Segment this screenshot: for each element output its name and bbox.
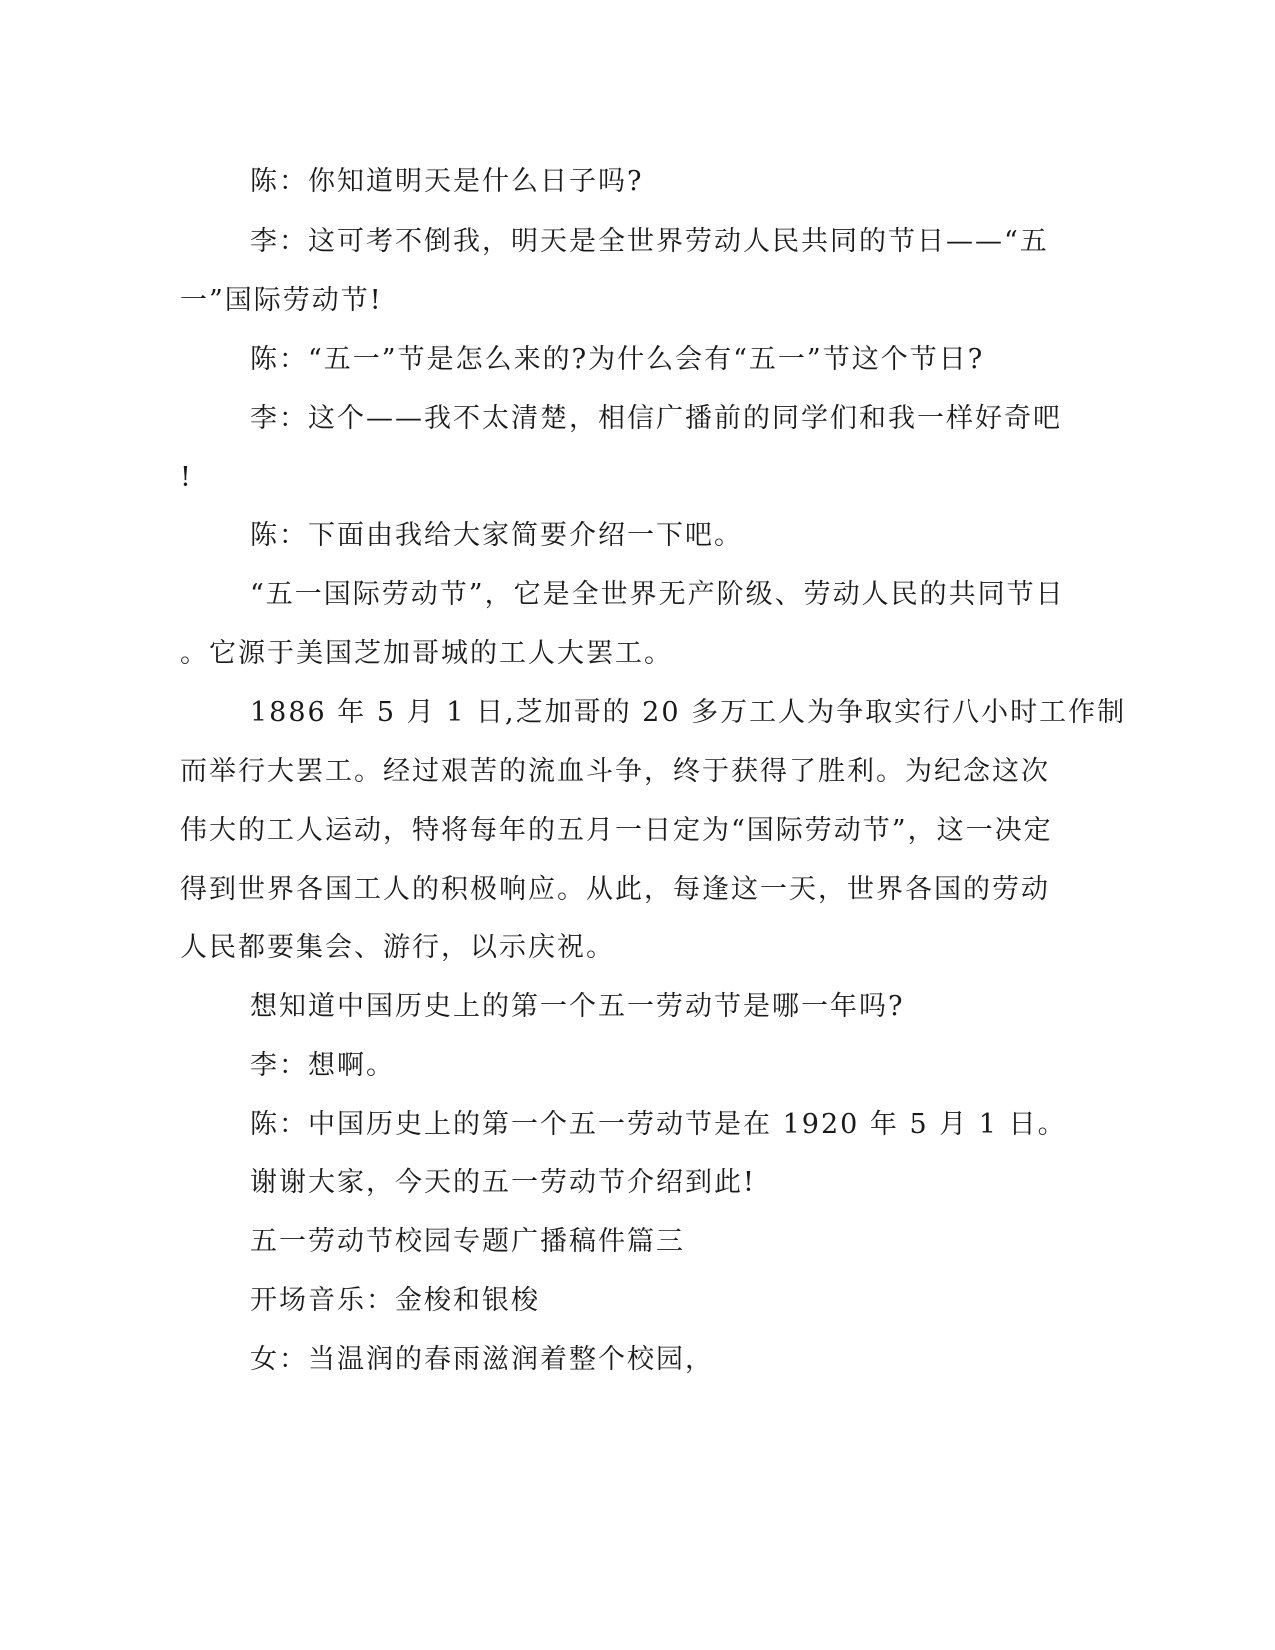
text-line: 开场音乐：金梭和银梭 xyxy=(250,1285,540,1316)
text-line: 陈：你知道明天是什么日子吗? xyxy=(250,166,644,197)
text-line: 得到世界各国工人的积极响应。从此，每逢这一天，世界各国的劳动 xyxy=(180,874,1050,905)
text-line: 1886 年 5 月 1 日,芝加哥的 20 多万工人为争取实行八小时工作制 xyxy=(250,697,1127,728)
text-line: ! xyxy=(180,462,193,493)
text-line: 李：这可考不倒我，明天是全世界劳动人民共同的节日——“五 xyxy=(250,226,1049,257)
section-heading: 五一劳动节校园专题广播稿件篇三 xyxy=(250,1226,685,1257)
text-line: “五一国际劳动节”，它是全世界无产阶级、劳动人民的共同节日 xyxy=(250,579,1065,610)
text-line: 伟大的工人运动，特将每年的五月一日定为“国际劳动节”，这一决定 xyxy=(180,815,1053,846)
text-line: 陈：中国历史上的第一个五一劳动节是在 1920 年 5 月 1 日。 xyxy=(250,1109,1067,1140)
text-line: 谢谢大家，今天的五一劳动节介绍到此! xyxy=(250,1167,756,1198)
text-line: 李：想啊。 xyxy=(250,1050,395,1081)
text-line: 人民都要集会、游行，以示庆祝。 xyxy=(180,932,615,963)
text-line: 而举行大罢工。经过艰苦的流血斗争，终于获得了胜利。为纪念这次 xyxy=(180,756,1050,787)
text-line: 陈：下面由我给大家简要介绍一下吧。 xyxy=(250,520,743,551)
text-line: 李：这个——我不太清楚，相信广播前的同学们和我一样好奇吧 xyxy=(250,403,1062,434)
text-line: 。它源于美国芝加哥城的工人大罢工。 xyxy=(180,638,673,669)
text-line: 想知道中国历史上的第一个五一劳动节是哪一年吗? xyxy=(250,991,905,1022)
text-line: 女：当温润的春雨滋润着整个校园， xyxy=(250,1344,714,1375)
text-line: 一”国际劳动节! xyxy=(180,285,383,316)
text-line: 陈：“五一”节是怎么来的?为什么会有“五一”节这个节日? xyxy=(250,344,985,375)
